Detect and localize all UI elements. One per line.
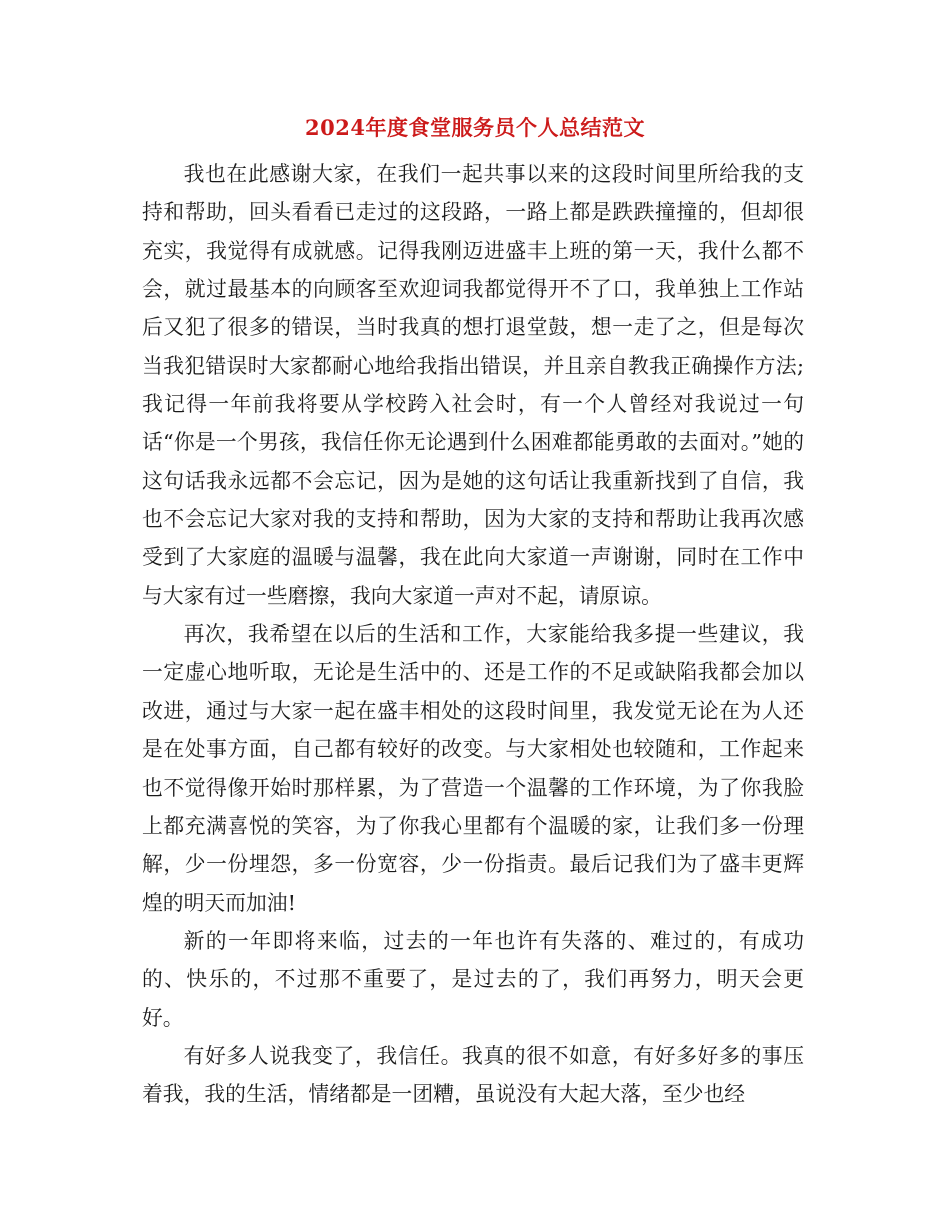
paragraph-3: 新的一年即将来临，过去的一年也许有失落的、难过的，有成功的、快乐的，不过那不重要了，是过去的了，我们再努力，明天会更好。: [142, 928, 804, 1030]
document-title: 2024年度食堂服务员个人总结范文: [305, 115, 645, 140]
document-body: [142, 155, 804, 1114]
paragraph-1: 我也在此感谢大家，在我们一起共事以来的这段时间里所给我的支持和帮助，回头看看已走过的这段路，一路上都是跌跌撞撞的，但却很充实，我觉得有成就感。记得我刚迈进盛丰上班的第一天，我什么都不会，就过最基本的向顾客至欢迎词我都觉得开不了口，我单独上工作站后又犯了很多的错误，当时我真的想打退堂鼓，想一走了之，但是每次当我犯错误时大家都耐心地给我指出错误，并且亲自教我正确操作方法;我记得一年前我将要从学校跨入社会时，有一个人曾经对我说过一句话“你是一个男孩，我信任你无论遇到什么困难都能勇敢的去面对。”她的这句话我永远都不会忘记，因为是她的这句话让我重新找到了自信，我也不会忘记大家对我的支持和帮助，因为大家的支持和帮助让我再次感受到了大家庭的温暖与温馨，我在此向大家道一声谢谢，同时在工作中与大家有过一些磨擦，我向大家道一声对不起，请原谅。: [142, 162, 804, 608]
paragraph-2: 再次，我希望在以后的生活和工作，大家能给我多提一些建议，我一定虚心地听取，无论是生活中的、还是工作的不足或缺陷我都会加以改进，通过与大家一起在盛丰相处的这段时间里，我发觉无论在为人还是在处事方面，自己都有较好的改变。与大家相处也较随和，工作起来也不觉得像开始时那样累，为了营造一个温馨的工作环境，为了你我脸上都充满喜悦的笑容，为了你我心里都有个温暖的家，让我们多一份理解，少一份埋怨，多一份宽容，少一份指责。最后记我们为了盛丰更辉煌的明天而加油!: [142, 622, 804, 915]
paragraph-4: 有好多人说我变了，我信任。我真的很不如意，有好多好多的事压着我，我的生活，情绪都是一团糟，虽说没有大起大落，至少也经: [142, 1043, 804, 1107]
